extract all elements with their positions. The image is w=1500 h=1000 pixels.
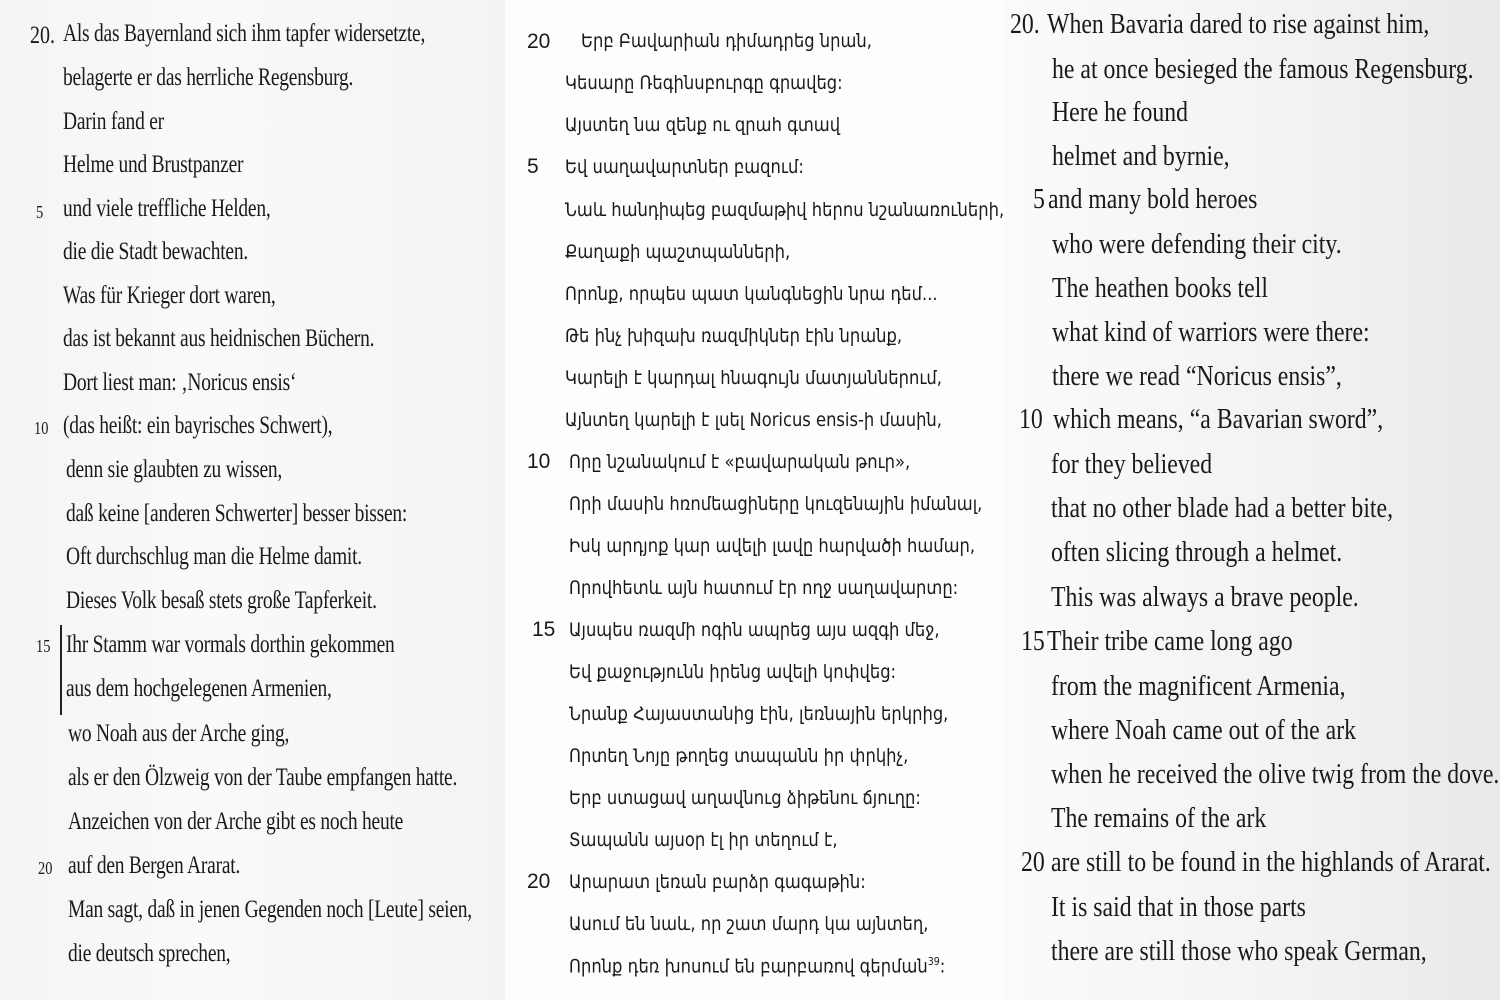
armenian-line: Որովհետև այն հատում էր ողջ սաղավարտը: [569,577,959,599]
line-number: 20. [30,22,55,49]
english-line: where Noah came out of the ark [1051,714,1357,746]
english-line: helmet and byrnie, [1052,140,1230,172]
line-number: 15 [532,618,556,641]
line-number: 5 [1033,183,1045,215]
armenian-line: Իսկ արդյոք կար ավելի լավը հարվածի համար, [569,535,976,557]
armenian-line: Որտեղ Նոյը թողեց տապանն իր փրկիչ, [569,745,909,767]
line-number: 15 [36,636,51,656]
line-number: 10 [34,418,49,438]
german-line: aus dem hochgelegenen Armenien, [66,675,332,702]
armenian-line: Որի մասին հռոմեացիները կուզենային իմանալ, [569,493,983,515]
german-line: Oft durchschlug man die Helme damit. [66,543,362,570]
armenian-line: Եվ սաղավարտներ բազում: [565,156,804,178]
armenian-line: Նաև հանդիպեց բազմաթիվ հերոս նշանառուների, [565,199,1005,221]
german-line: daß keine [anderen Schwerter] besser bissen: [66,500,408,527]
german-line: auf den Bergen Ararat. [68,852,241,879]
line-number: 20 [527,870,551,893]
english-line: for they believed [1051,448,1213,480]
footnote-marker: 39 [927,955,940,968]
english-line: are still to be found in the highlands of Ararat. [1051,846,1491,878]
english-line: This was always a brave people. [1051,581,1359,613]
english-line: Here he found [1052,96,1189,128]
armenian-line: Որոնք, որպես պատ կանգնեցին նրա դեմ... [565,283,938,305]
english-line: there we read “Noricus ensis”, [1052,360,1342,392]
german-line: Dieses Volk besaß stets große Tapferkeit. [66,587,377,614]
english-line: when he received the olive twig from the dove. [1051,758,1500,790]
english-line: that no other blade had a better bite, [1051,492,1394,524]
german-line: (das heißt: ein bayrisches Schwert), [63,412,333,439]
english-line: often slicing through a helmet. [1051,536,1343,568]
german-line: Man sagt, daß in jenen Gegenden noch [Leute] seien, [68,896,472,923]
line-number: 20 [38,858,53,878]
line-number: 5 [527,155,539,178]
english-line: Their tribe came long ago [1047,625,1293,657]
german-line: belagerte er das herrliche Regensburg. [63,64,354,91]
line-number: 20 [1021,846,1045,878]
german-line: das ist bekannt aus heidnischen Büchern. [63,325,375,352]
german-line: Was für Krieger dort waren, [63,282,276,309]
english-line: which means, “a Bavarian sword”, [1053,403,1384,435]
german-line: die deutsch sprechen, [68,940,231,967]
armenian-line: Տապանն այսօր էլ իր տեղում է, [569,829,838,851]
armenian-line: Երբ Բավարիան դիմադրեց նրան, [581,30,872,52]
german-line: und viele treffliche Helden, [63,195,271,222]
english-line: The remains of the ark [1051,802,1267,834]
armenian-line: Այնտեղ կարելի է լսել Noricus ensis-ի մասին, [565,409,942,431]
german-line: wo Noah aus der Arche ging, [68,720,290,747]
line-number: 15 [1021,625,1045,657]
german-line: denn sie glaubten zu wissen, [66,456,283,483]
armenian-line: Ասում են նաև, որ շատ մարդ կա այնտեղ, [569,913,929,935]
english-line: there are still those who speak German, [1051,935,1427,967]
german-line: Anzeichen von der Arche gibt es noch heute [68,808,404,835]
armenian-column [505,0,1005,1000]
german-line: die die Stadt bewachten. [63,238,248,265]
armenian-line: Երբ ստացավ աղավնուց ձիթենու ճյուղը: [569,787,921,809]
armenian-line: Կարելի է կարդալ հնագույն մատյաններում, [565,367,942,389]
armenian-line-text: Որոնք դեռ խոսում են բարբառով գերման [569,955,928,978]
german-line: als er den Ölzweig von der Taube empfangen hatte. [68,764,458,791]
english-line: When Bavaria dared to rise against him, [1047,8,1430,40]
english-line: he at once besieged the famous Regensburg. [1052,53,1474,85]
english-column [1005,0,1500,1000]
armenian-line: Այսպես ռազմի ոգին ապրեց այս ազգի մեջ, [569,619,940,641]
english-line: who were defending their city. [1052,228,1342,260]
armenian-line: Եվ քաջությունն իրենց ավելի կոփվեց: [569,661,897,683]
line-number: 20 [527,30,551,53]
armenian-line: Թե ինչ խիզախ ռազմիկներ էին նրանք, [565,325,903,347]
german-line: Dort liest man: ‚Noricus ensis‘ [63,369,297,396]
german-line: Darin fand er [63,108,164,135]
english-line: what kind of warriors were there: [1052,316,1370,348]
english-line: and many bold heroes [1048,183,1258,215]
german-line: Ihr Stamm war vormals dorthin gekommen [66,631,395,658]
armenian-line: Որոնք դեռ խոսում են բարբառով գերման$^{39}$: [569,955,946,978]
line-number: 20. [1010,8,1040,40]
armenian-line: Այստեղ նա զենք ու զրահ գտավ [565,114,841,136]
armenian-line: Որը նշանակում է «բավարական թուր», [569,451,911,473]
armenian-line: Կեսարը Ռեգինսբուրգը գրավեց: [565,72,843,94]
armenian-line: Նրանք Հայաստանից էին, լեռնային երկրից, [569,703,949,725]
english-line: from the magnificent Armenia, [1051,670,1346,702]
line-number: 10 [527,450,551,473]
line-number: 10 [1019,403,1043,435]
english-line: The heathen books tell [1052,272,1268,304]
german-column [0,0,505,1000]
german-line: Als das Bayernland sich ihm tapfer widersetzte, [63,20,426,47]
english-line: It is said that in those parts [1051,891,1306,923]
german-line: Helme und Brustpanzer [63,151,244,178]
armenian-line: Արարատ լեռան բարձր գագաթին: [569,871,866,893]
armenian-line: Քաղաքի պաշտպանների, [565,241,791,263]
passage-bracket [60,625,62,715]
line-number: 5 [36,202,44,222]
